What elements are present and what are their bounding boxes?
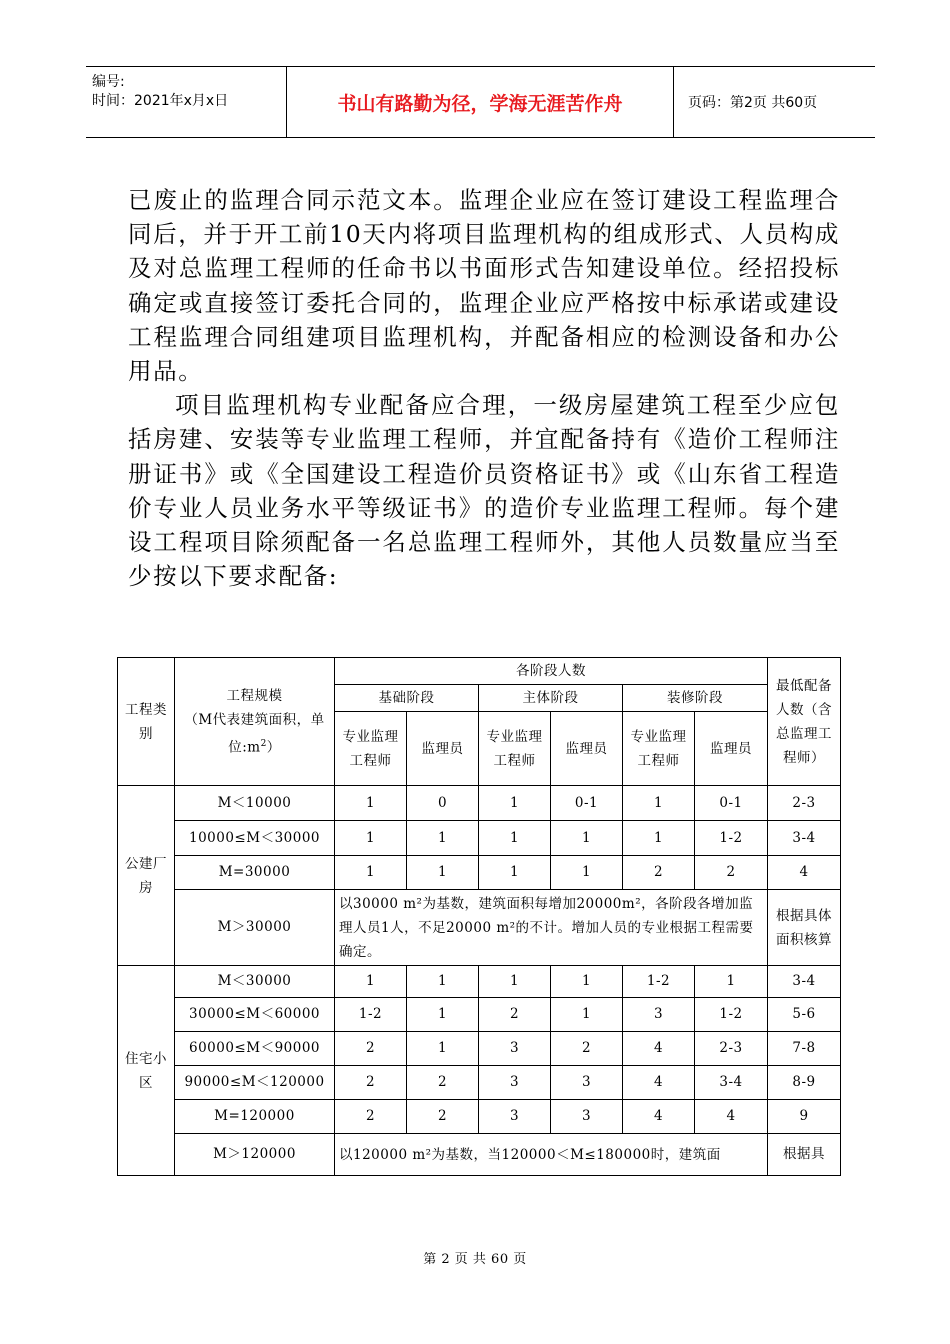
cell-value: 1 <box>479 786 551 821</box>
table-row <box>118 1100 841 1134</box>
cell-scale: M＜10000 <box>175 786 335 821</box>
cell-value: 3 <box>623 998 695 1032</box>
cell-value: 1 <box>335 856 407 890</box>
cell-note: 以30000 m²为基数，建筑面积每增加20000m²，各阶段各增加监理人员1人，不足20000 m²的不计。增加人员的专业根据工程需要确定。 <box>335 890 768 966</box>
table-header-row <box>118 658 841 685</box>
cell-min: 3-4 <box>768 966 841 998</box>
time-label: 时间：2021年x月x日 <box>92 93 229 109</box>
document-body <box>128 183 840 593</box>
cell-scale: M＞30000 <box>175 890 335 966</box>
cell-value: 1 <box>623 821 695 856</box>
serial-label: 编号: <box>92 74 125 90</box>
cell-min: 3-4 <box>768 821 841 856</box>
table-row <box>118 1032 841 1066</box>
cell-value: 1 <box>479 821 551 856</box>
cell-value: 2 <box>695 856 768 890</box>
cell-value: 0-1 <box>695 786 768 821</box>
cell-value: 2 <box>407 1100 479 1134</box>
cell-value: 1 <box>551 821 623 856</box>
cell-value: 1 <box>335 786 407 821</box>
cell-value: 3 <box>551 1100 623 1134</box>
header-engineer: 专业监理工程师 <box>335 712 407 786</box>
cell-value: 3 <box>479 1066 551 1100</box>
header-motto: 书山有路勤为径，学海无涯苦作舟 <box>287 67 674 137</box>
cell-value: 0 <box>407 786 479 821</box>
cell-value: 4 <box>695 1100 768 1134</box>
cell-note: 以120000 m²为基数，当120000＜M≤180000时，建筑面 <box>335 1134 768 1176</box>
header-phases: 各阶段人数 <box>335 658 768 685</box>
cell-scale: 90000≤M＜120000 <box>175 1066 335 1100</box>
cell-min: 5-6 <box>768 998 841 1032</box>
cell-value: 4 <box>623 1066 695 1100</box>
cell-min: 8-9 <box>768 1066 841 1100</box>
cell-value: 1 <box>335 966 407 998</box>
cell-min: 根据具体面积核算 <box>768 890 841 966</box>
cell-value: 3 <box>479 1032 551 1066</box>
header-scale-sup: 2 <box>260 738 267 749</box>
cell-min: 9 <box>768 1100 841 1134</box>
cell-value: 1-2 <box>335 998 407 1032</box>
cell-scale: 10000≤M＜30000 <box>175 821 335 856</box>
paragraph-1: 已废止的监理合同示范文本。监理企业应在签订建设工程监理合同后，并于开工前10天内将项目监理机构的组成形式、人员构成及对总监理工程师的任命书以书面形式告知建设单位。经招投标确定或直接签订委托合同的，监理企业应严格按中标承诺或建设工程监理合同组建项目监理机构，并配备相应的检测设备和办公用品。 <box>128 186 840 386</box>
header-min-staff: 最低配备人数（含总监理工程师） <box>768 658 841 786</box>
cell-value: 0-1 <box>551 786 623 821</box>
cell-value: 1 <box>479 966 551 998</box>
category-public: 公建厂房 <box>118 786 175 966</box>
cell-value: 1-2 <box>623 966 695 998</box>
cell-value: 1 <box>407 821 479 856</box>
cell-scale: M=120000 <box>175 1100 335 1134</box>
header-main-body: 主体阶段 <box>479 685 623 712</box>
cell-value: 1 <box>407 856 479 890</box>
header-supervisor: 监理员 <box>551 712 623 786</box>
cell-value: 1 <box>479 856 551 890</box>
cell-value: 1-2 <box>695 821 768 856</box>
header-scale-desc: （M代表建筑面积，单位:m <box>184 711 325 756</box>
cell-value: 2 <box>479 998 551 1032</box>
cell-value: 2 <box>335 1032 407 1066</box>
cell-value: 1 <box>623 786 695 821</box>
category-residential: 住宅小区 <box>118 966 175 1176</box>
cell-value: 4 <box>623 1032 695 1066</box>
cell-value: 1 <box>551 856 623 890</box>
cell-value: 1 <box>551 966 623 998</box>
cell-value: 2 <box>407 1066 479 1100</box>
paragraph-2: 项目监理机构专业配备应合理，一级房屋建筑工程至少应包括房建、安装等专业监理工程师，并宜配备持有《造价工程师注册证书》或《全国建设工程造价员资格证书》或《山东省工程造价专业人员业务水平等级证书》的造价专业监理工程师。每个建设工程项目除须配备一名总监理工程师外，其他人员数量应当至少按以下要求配备: <box>128 391 840 591</box>
cell-value: 1-2 <box>695 998 768 1032</box>
cell-scale: M＜30000 <box>175 966 335 998</box>
cell-value: 1 <box>407 966 479 998</box>
cell-min: 7-8 <box>768 1032 841 1066</box>
table-row <box>118 856 841 890</box>
cell-min: 2-3 <box>768 786 841 821</box>
header-decoration: 装修阶段 <box>623 685 768 712</box>
header-scale-title: 工程规模 <box>226 687 283 704</box>
cell-value: 3 <box>551 1066 623 1100</box>
table-row <box>118 966 841 998</box>
cell-scale: 60000≤M＜90000 <box>175 1032 335 1066</box>
table-row <box>118 1066 841 1100</box>
cell-value: 2 <box>335 1100 407 1134</box>
header-meta <box>86 67 287 137</box>
cell-value: 1 <box>407 1032 479 1066</box>
cell-value: 4 <box>623 1100 695 1134</box>
header-engineer: 专业监理工程师 <box>623 712 695 786</box>
header-scale-close: ） <box>266 739 281 756</box>
header-engineer: 专业监理工程师 <box>479 712 551 786</box>
table-row <box>118 998 841 1032</box>
cell-value: 1 <box>407 998 479 1032</box>
table-row <box>118 786 841 821</box>
cell-value: 2-3 <box>695 1032 768 1066</box>
header-page-info: 页码：第2页 共60页 <box>688 95 818 111</box>
header-supervisor: 监理员 <box>407 712 479 786</box>
table-row <box>118 821 841 856</box>
cell-scale: M＞120000 <box>175 1134 335 1176</box>
header-category: 工程类别 <box>118 658 175 786</box>
cell-value: 2 <box>623 856 695 890</box>
cell-value: 2 <box>551 1032 623 1066</box>
cell-scale: 30000≤M＜60000 <box>175 998 335 1032</box>
cell-value: 1 <box>551 998 623 1032</box>
page-header <box>86 66 875 138</box>
header-supervisor: 监理员 <box>695 712 768 786</box>
cell-min: 4 <box>768 856 841 890</box>
cell-scale: M=30000 <box>175 856 335 890</box>
header-scale <box>175 658 335 786</box>
page-footer: 第 2 页 共 60 页 <box>423 1252 527 1267</box>
cell-value: 1 <box>695 966 768 998</box>
staffing-requirements-table <box>117 657 841 1176</box>
cell-value: 3 <box>479 1100 551 1134</box>
table-row <box>118 890 841 966</box>
header-foundation: 基础阶段 <box>335 685 479 712</box>
table-row <box>118 1134 841 1176</box>
cell-value: 3-4 <box>695 1066 768 1100</box>
cell-min: 根据具 <box>768 1134 841 1176</box>
cell-value: 2 <box>335 1066 407 1100</box>
cell-value: 1 <box>335 821 407 856</box>
